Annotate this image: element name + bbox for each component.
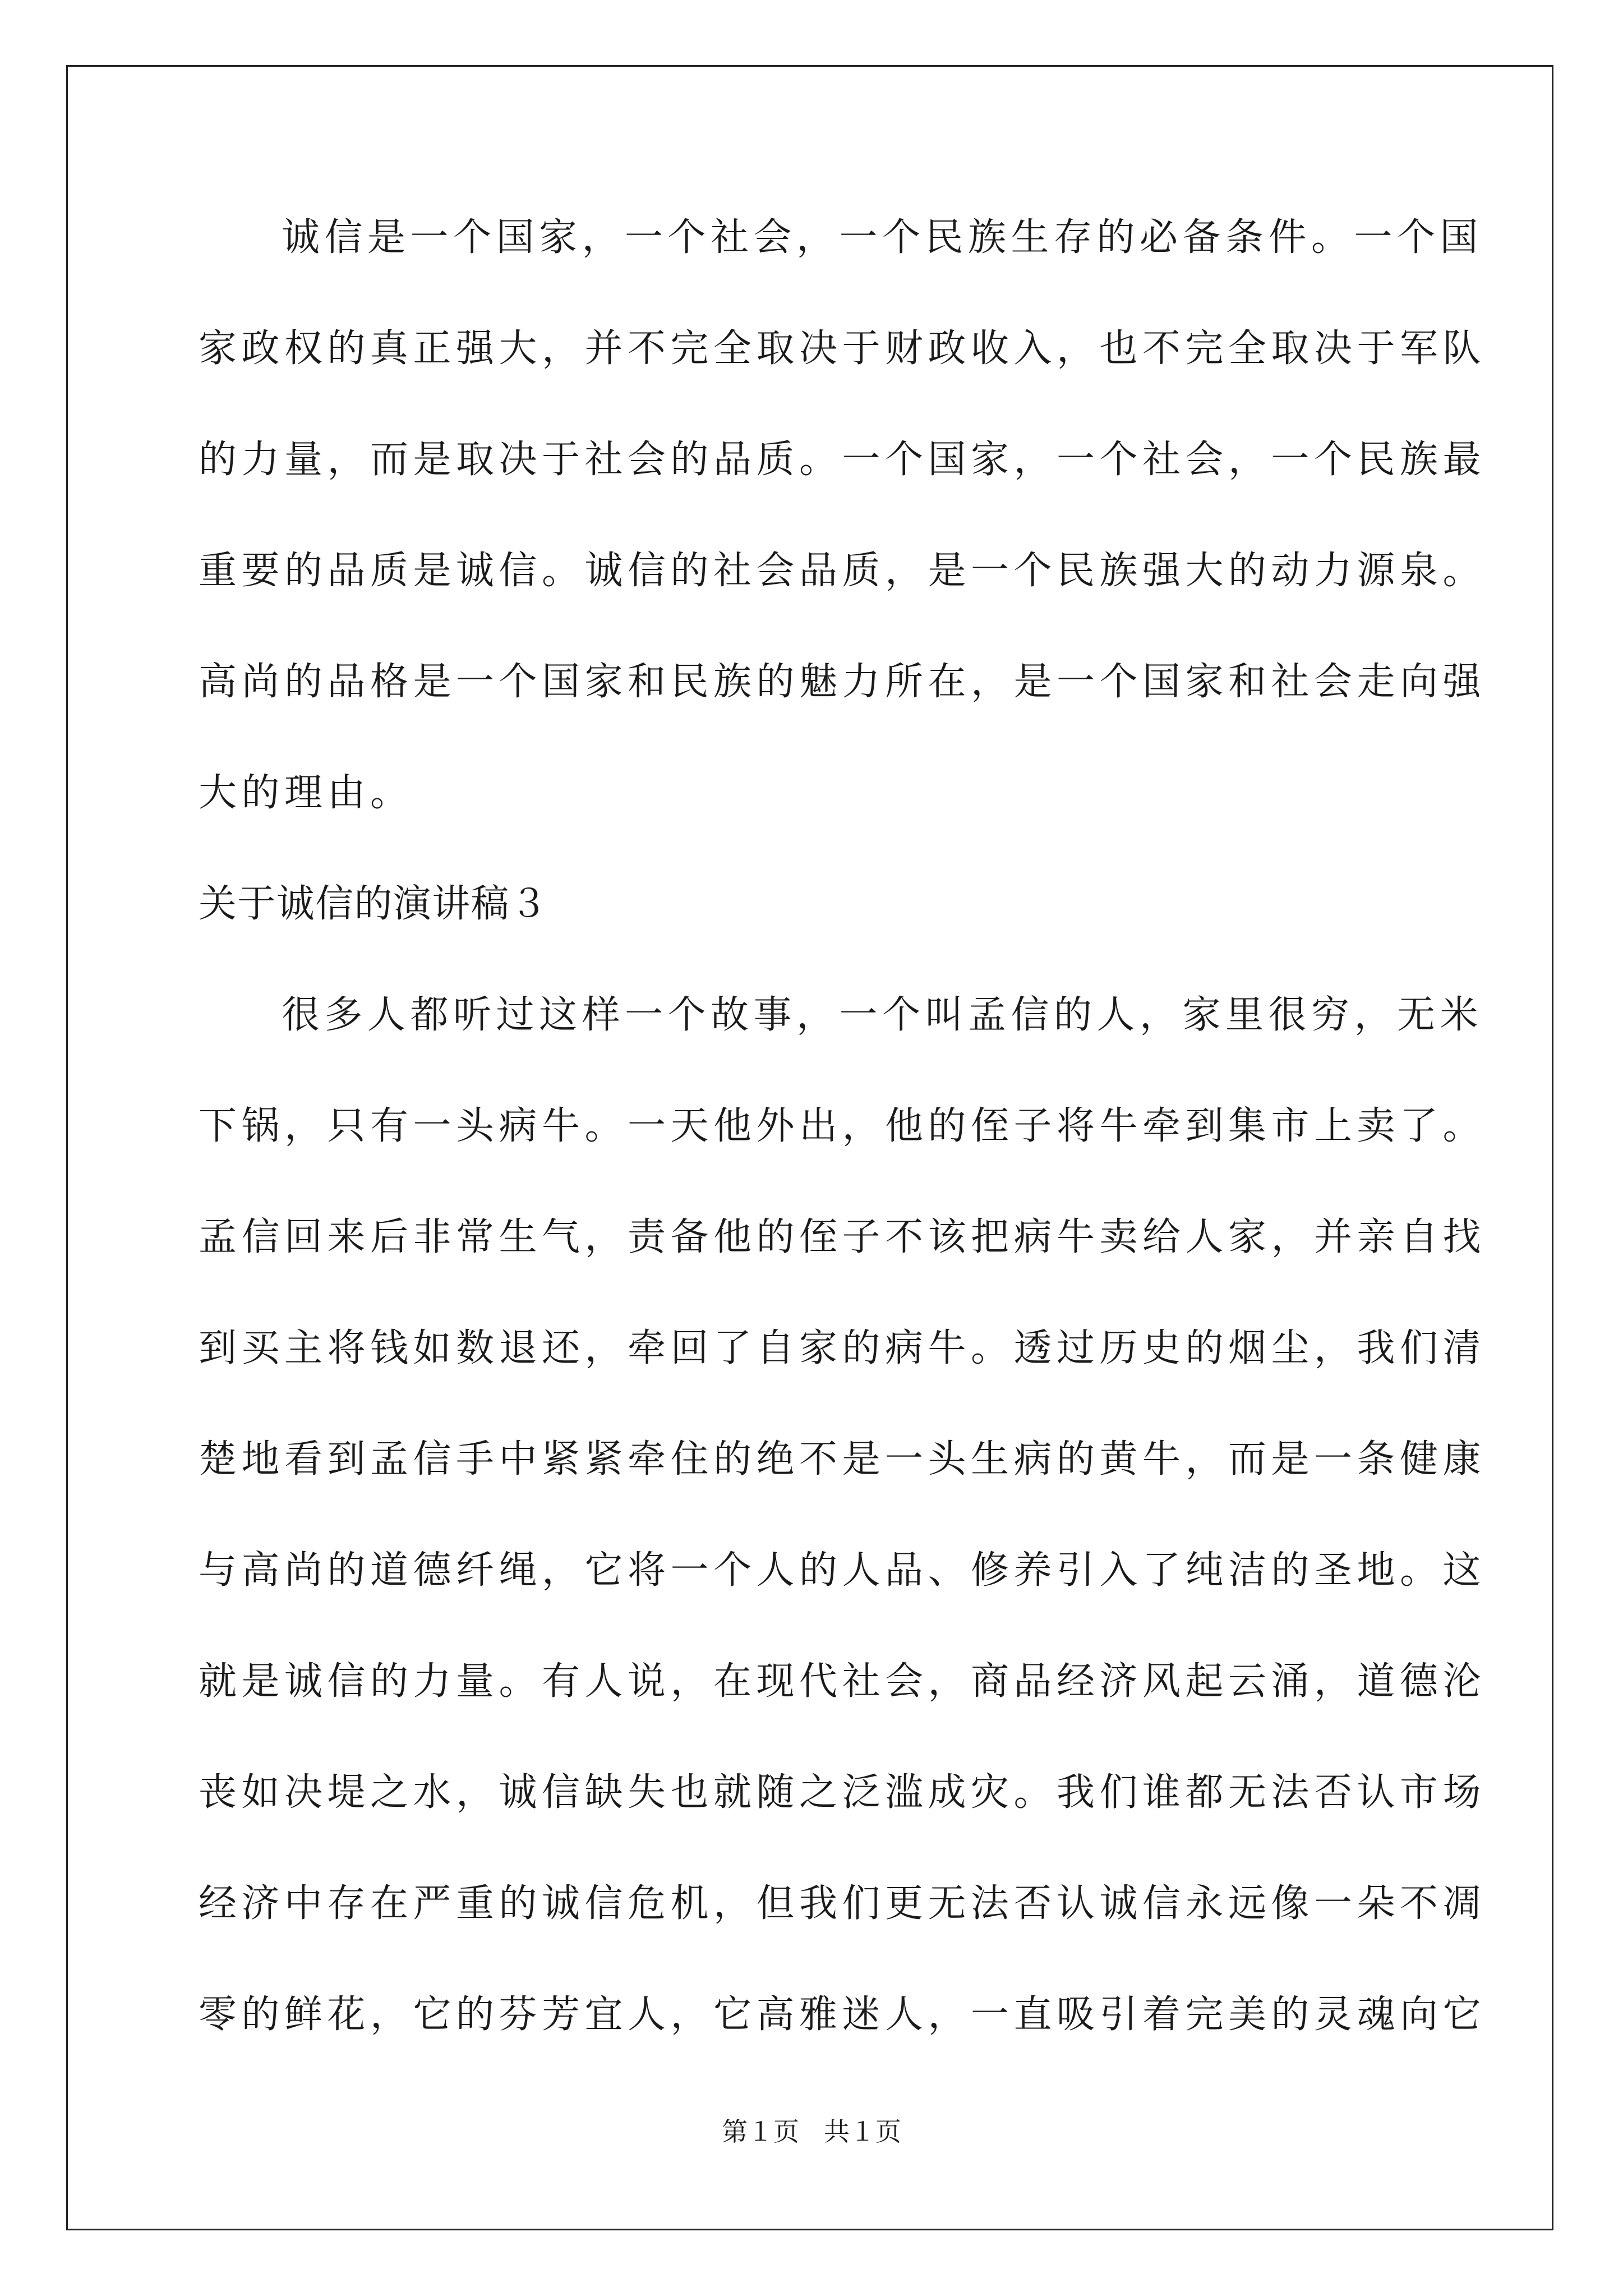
document-body	[199, 212, 1486, 2100]
paragraph-2-line-3: 孟信回来后非常生气，责备他的侄子不该把病牛卖给人家，并亲自找	[199, 1215, 1486, 1259]
paragraph-1-line-6: 大的理由。	[199, 771, 413, 815]
page-footer	[0, 2115, 1623, 2148]
paragraph-2-line-8: 丧如决堤之水，诚信缺失也就随之泛滥成灾。我们谁都无法否认市场	[199, 1770, 1486, 1815]
paragraph-2-line-9: 经济中存在严重的诚信危机，但我们更无法否认诚信永远像一朵不凋	[199, 1881, 1486, 1926]
paragraph-2-line-2: 下锅，只有一头病牛。一天他外出，他的侄子将牛牵到集市上卖了。	[199, 1104, 1486, 1148]
paragraph-2-line-5: 楚地看到孟信手中紧紧牵住的绝不是一头生病的黄牛，而是一条健康	[199, 1437, 1486, 1481]
paragraph-2-line-4: 到买主将钱如数退还，牵回了自家的病牛。透过历史的烟尘，我们清	[199, 1326, 1486, 1370]
page-number: 第１页	[722, 2116, 799, 2147]
page-total: 共１页	[824, 2116, 901, 2147]
section-heading: 关于诚信的演讲稿３	[199, 882, 549, 926]
paragraph-2-line-10: 零的鲜花，它的芬芳宜人，它高雅迷人，一直吸引着完美的灵魂向它	[199, 1993, 1486, 2037]
paragraph-1-line-5: 高尚的品格是一个国家和民族的魅力所在，是一个国家和社会走向强	[199, 660, 1486, 704]
paragraph-2-line-1: 很多人都听过这样一个故事，一个叫孟信的人，家里很穷，无米	[282, 993, 1483, 1037]
paragraph-2-line-6: 与高尚的道德纤绳，它将一个人的人品、修养引入了纯洁的圣地。这	[199, 1548, 1486, 1593]
paragraph-2-line-7: 就是诚信的力量。有人说，在现代社会，商品经济风起云涌，道德沦	[199, 1659, 1486, 1704]
paragraph-1-line-4: 重要的品质是诚信。诚信的社会品质，是一个民族强大的动力源泉。	[199, 549, 1486, 593]
paragraph-1-line-1: 诚信是一个国家，一个社会，一个民族生存的必备条件。一个国	[282, 215, 1483, 260]
paragraph-1-line-3: 的力量，而是取决于社会的品质。一个国家，一个社会，一个民族最	[199, 438, 1486, 482]
paragraph-1-line-2: 家政权的真正强大，并不完全取决于财政收入，也不完全取决于军队	[199, 326, 1486, 371]
